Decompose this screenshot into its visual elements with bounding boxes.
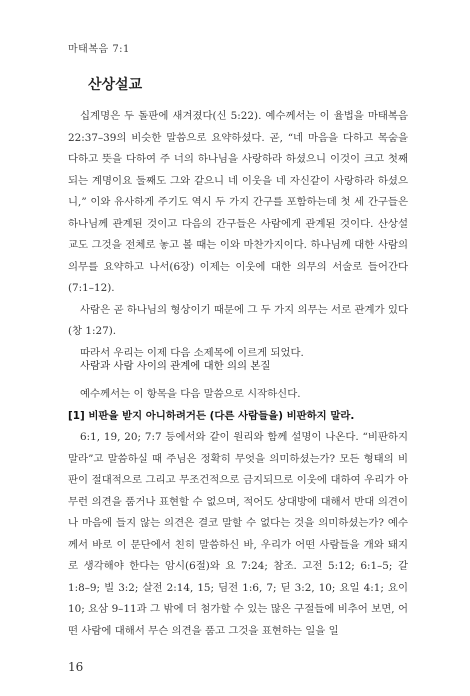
- section-title: 산상설교: [88, 77, 143, 93]
- paragraph-judging: 6:1, 19, 20; 7:7 등에서와 같이 원리와 함께 설명이 나온다. “비판하지 말라”고 말씀하실 때 주님은 정확히 무엇을 의미하셨는가? 모든 형태의 비판이 절대적으로 그리고 무조건적으로 금지되므로 이웃에 대하여 우리가 아무런 의견을 품거나 표현할 수 없으며, 적어도 상대방에 대해서 반대 의견이나 마음에 들지 않는 의견은 결코 말할 수 없다는 것을 의미하셨는가? 예수께서 바로 이 문단에서 친히 말씀하신 바, 우리가 어떤 사람들을 개와 돼지로 생각해야 한다는 암시(6절)와 요 7:24; 참조. 고전 5:12; 6:1–5; 갈 1:8–9; 빌 3:2; 살전 2:14, 15; 딤전 1:6, 7; 딛 3:2, 10; 요일 4:1; 요이 10; 요삼 9–11과 그 밖에 더 첨가할 수 있는 많은 구절들에 비추어 보면, 어떤 사람에 대해서 무슨 의견을 품고 그것을 표현하는 일을 일: [68, 431, 408, 637]
- body-text-top: [68, 106, 408, 364]
- paragraph-ten-commandments: 십계명은 두 돌판에 새겨졌다(신 5:22). 예수께서는 이 율법을 마태복음 22:37–39의 비슷한 말씀으로 요약하셨다. 곧, “네 마음을 다하고 목숨을 다하고 뜻을 다하여 주 너의 하나님을 사랑하라 하셨으니 이것이 크고 첫째 되는 계명이요 둘째도 그와 같으니 네 이웃을 네 자신같이 사랑하라 하셨으니,” 이와 유사하게 주기도 역시 두 가지 간구를 포함하는데 첫 세 간구들은 하나님께 관계된 것이고 다음의 간구들은 사람에게 관계된 것이다. 산상설교도 그것을 전체로 놓고 볼 때는 이와 마찬가지이다. 하나님께 대한 사람의 의무를 요약하고 나서(6장) 이제는 이웃에 대한 의무의 서술로 들어간다(7:1–12).: [68, 110, 408, 294]
- bold-verse: [1] 비판을 받지 아니하려거든 (다른 사람들을) 비판하지 말라.: [68, 409, 355, 422]
- subheading: 사람과 사람 사이의 관계에 대한 의의 본질: [80, 360, 271, 372]
- paragraph-image-of-god: 사람은 곧 하나님의 형상이기 때문에 그 두 가지 의무는 서로 관계가 있다(창 1:27).: [68, 303, 408, 337]
- body-text-bottom: [68, 384, 408, 642]
- paragraph-transition: 따라서 우리는 이제 다음 소제목에 이르게 되었다.: [80, 346, 304, 359]
- intro-line: 예수께서는 이 항목을 다음 말씀으로 시작하신다.: [80, 388, 301, 400]
- page-number: 16: [68, 660, 84, 674]
- running-head: 마태복음 7:1: [68, 44, 130, 55]
